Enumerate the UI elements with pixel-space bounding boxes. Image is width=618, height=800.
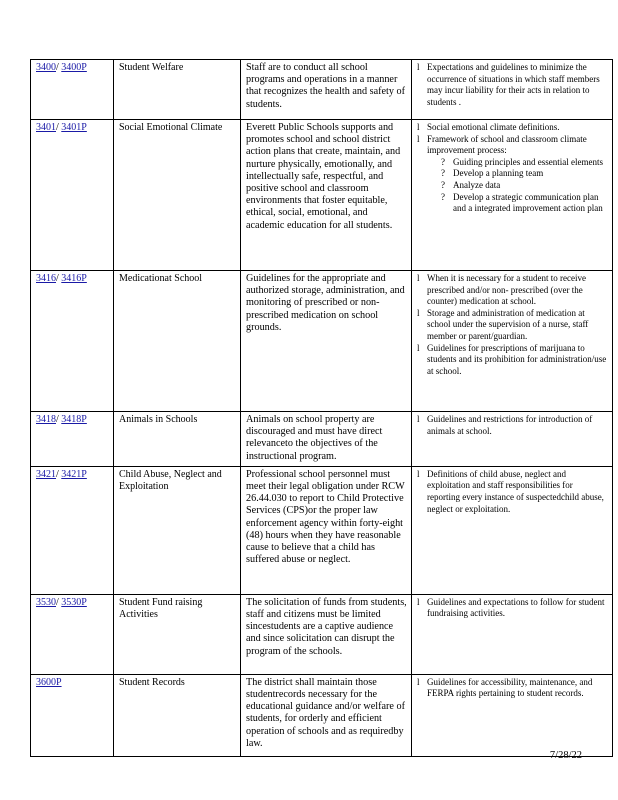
policy-summary: The solicitation of funds from students, staff and citizens must be limited sincestudents are a captive audience and since solicitation can disrupt the program of the schools. <box>241 594 412 674</box>
policy-summary: Everett Public Schools supports and promotes school and school district action plans that create, maintain, and nurture physically, emotionally, and intellectually safe, respectful, and positive school and classroom environments that foster equitable, ethical, social, emotional, and academic education for all students. <box>241 120 412 271</box>
detail-list <box>417 677 608 700</box>
detail-text: Social emotional climate definitions. <box>427 122 560 132</box>
policy-code-cell: 3401/ 3401P <box>31 120 114 271</box>
policy-code-link[interactable]: 3421 <box>36 468 56 480</box>
policy-code-link[interactable]: 3530P <box>61 596 87 608</box>
policy-details <box>412 120 613 271</box>
detail-text: Expectations and guidelines to minimize the occurrence of situations in which staff members may incur liability for their acts in relation to students . <box>427 62 600 107</box>
sub-detail-item: ? Guiding principles and essential elements <box>441 157 608 169</box>
policy-summary: Professional school personnel must meet their legal obligation under RCW 26.44.030 to report to Child Protective Services (CPS)or the proper law enforcement agency within forty-eight (48) hours when they have reasonable cause to believe that a child has suffered abuse or neglect. <box>241 466 412 594</box>
policy-details <box>412 674 613 756</box>
policy-details <box>412 60 613 120</box>
detail-text: Guidelines for prescriptions of marijuana to students and its prohibition for administration/use at school. <box>427 342 607 376</box>
policy-table-body <box>31 60 613 757</box>
policy-code-cell: 3418/ 3418P <box>31 412 114 467</box>
policy-code-cell: 3421/ 3421P <box>31 466 114 594</box>
detail-text: Definitions of child abuse, neglect and exploitation and staff responsibilities for reporting every instance of suspectedchild abuse, neglect or exploitation. <box>427 468 604 514</box>
detail-item <box>417 469 608 515</box>
detail-list <box>417 62 608 108</box>
policy-code-link[interactable]: 3418 <box>36 414 56 425</box>
sub-detail-item: ? Analyze data <box>441 180 608 192</box>
detail-item <box>417 122 608 134</box>
policy-row <box>31 60 613 120</box>
policy-code-link[interactable]: 3401P <box>61 122 87 133</box>
detail-item <box>417 343 608 378</box>
policy-code-link[interactable]: 3400 <box>36 62 56 73</box>
detail-item <box>417 273 608 308</box>
policy-row <box>31 466 613 594</box>
policy-title: Social Emotional Climate <box>114 120 241 271</box>
policy-code-link[interactable]: 3400P <box>61 62 87 73</box>
footer-date: 7/28/22 <box>549 750 582 761</box>
policy-row <box>31 271 613 412</box>
policy-code-link[interactable]: 3418P <box>61 414 87 425</box>
policy-title: Student Welfare <box>114 60 241 120</box>
detail-item <box>417 134 608 215</box>
detail-text: Guidelines and restrictions for introduction of animals at school. <box>427 414 593 436</box>
policy-code-link[interactable]: 3421P <box>61 468 87 480</box>
detail-list <box>417 273 608 377</box>
policy-title: Child Abuse, Neglect and Exploitation <box>114 466 241 594</box>
policy-row <box>31 594 613 674</box>
detail-text: Guidelines for accessibility, maintenance, and FERPA rights pertaining to student records. <box>427 676 593 699</box>
policy-code-cell <box>31 674 114 756</box>
policy-code-cell: 3530/ 3530P <box>31 594 114 674</box>
detail-list <box>417 414 608 437</box>
policy-table <box>30 59 613 757</box>
policy-code-cell: 3416/ 3416P <box>31 271 114 412</box>
policy-code-link[interactable]: 3530 <box>36 596 56 608</box>
detail-item <box>417 62 608 108</box>
policy-code-cell: 3400/ 3400P <box>31 60 114 120</box>
detail-list <box>417 597 608 620</box>
policy-code-link[interactable]: 3401 <box>36 122 56 133</box>
sub-detail-item: ? Develop a strategic communication plan and a integrated improvement action plan <box>441 192 608 215</box>
sub-detail-item: ? Develop a planning team <box>441 168 608 180</box>
policy-summary: Staff are to conduct all school programs and operations in a manner that recognizes the health and safety of students. <box>241 60 412 120</box>
policy-summary: Guidelines for the appropriate and authorized storage, administration, and monitoring of prescribed or non-prescribed medication on school grounds. <box>241 271 412 412</box>
detail-text: Guidelines and expectations to follow for student fundraising activities. <box>427 596 605 619</box>
policy-title: Student Fund raising Activities <box>114 594 241 674</box>
policy-details <box>412 412 613 467</box>
policy-details <box>412 594 613 674</box>
policy-row <box>31 120 613 271</box>
policy-code-link[interactable]: 3416 <box>36 273 56 284</box>
policy-row <box>31 412 613 467</box>
detail-text: When it is necessary for a student to receive prescribed and/or non- prescribed (over the counter) medication at school. <box>427 273 586 307</box>
policy-details <box>412 466 613 594</box>
detail-text: Storage and administration of medication at school under the supervision of a nurse, staff member or parent/guardian. <box>427 307 589 341</box>
policy-details <box>412 271 613 412</box>
sub-detail-list <box>427 157 608 215</box>
detail-text: Framework of school and classroom climate improvement process: <box>427 133 587 156</box>
policy-title: Student Records <box>114 674 241 756</box>
policy-summary: Animals on school property are discouraged and must have direct relevanceto the objectives of the instructional program. <box>241 412 412 467</box>
detail-list <box>417 469 608 515</box>
detail-item <box>417 677 608 700</box>
detail-item <box>417 414 608 437</box>
policy-summary: The district shall maintain those studentrecords necessary for the educational guidance and/or welfare of students, for orderly and efficient operation of schools and as requiredby law. <box>241 674 412 756</box>
detail-item <box>417 308 608 343</box>
detail-list <box>417 122 608 215</box>
policy-code-link[interactable]: 3416P <box>61 273 87 284</box>
policy-code-link[interactable]: 3600P <box>36 676 62 688</box>
policy-row <box>31 674 613 756</box>
policy-title: Medicationat School <box>114 271 241 412</box>
policy-title: Animals in Schools <box>114 412 241 467</box>
detail-item <box>417 597 608 620</box>
